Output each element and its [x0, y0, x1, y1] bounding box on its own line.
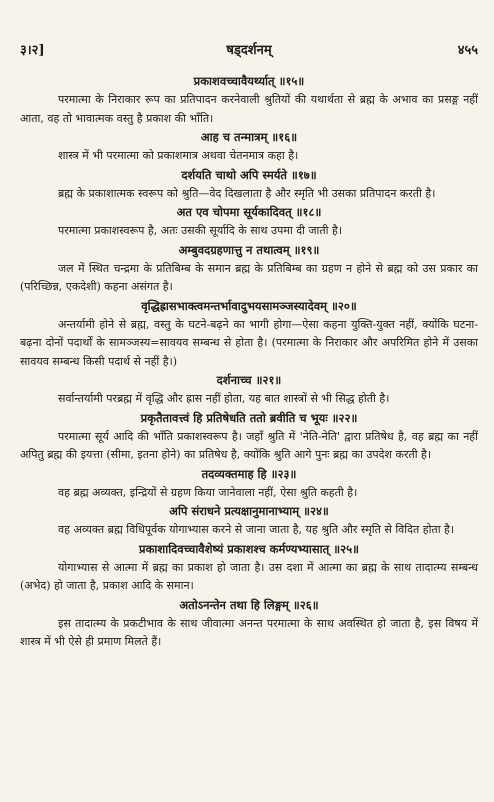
- sutra-21: दर्शनाच्च ॥२१॥: [216, 373, 282, 387]
- commentary-23: वह ब्रह्म अव्यक्त, इन्द्रियों से ग्रहण किया जानेवाला नहीं, ऐसा श्रुति कहती है।: [58, 485, 358, 499]
- commentary-26: इस तादात्म्य के प्रकटीभाव के साथ जीवात्मा अनन्त परमात्मा के साथ अवस्थित हो जाता है, इस विषय में शास्त्र में भी ऐसे ही प्रमाण मिलते हैं।: [20, 616, 478, 648]
- commentary-21: सर्वान्तर्यामी परब्रह्म में वृद्धि और ह्रास नहीं होता, यह बात शास्त्रों से भी सिद्ध होती है।: [58, 392, 390, 405]
- sutra-24: अपि संराधने प्रत्यक्षानुमानाभ्याम् ॥२४॥: [169, 504, 329, 518]
- sutra-23: तदव्यक्तमाह हि ॥२३॥: [201, 466, 297, 481]
- commentary-25: योगाभ्यास से आत्मा में ब्रह्म का प्रकाश हो जाता है। उस दशा में आत्मा का ब्रह्म के साथ तादात्म्य सम्बन्ध (अभेद) हो जाता है, प्रकाश आदि के समान।: [20, 560, 478, 592]
- sutra-20: वृद्धिह्रासभाक्त्वमन्तर्भावादुभयसामञ्जस्यादेवम् ॥२०॥: [141, 298, 357, 313]
- page-number: ४५५: [457, 43, 478, 58]
- sutra-22: प्रकृतैतावत्त्वं हि प्रतिषेधति ततो ब्रवीति च भूयः ॥२२॥: [140, 410, 358, 425]
- sutra-26: अतोऽनन्तेन तथा हि लिङ्गम् ॥२६॥: [179, 597, 319, 612]
- commentary-18: परमात्मा प्रकाशस्वरूप है, अतः उसकी सूर्यादि के साथ उपमा दी जाती है।: [58, 224, 343, 237]
- sutra-15: प्रकाशवच्चावैयर्थ्यात् ॥१५॥: [193, 74, 305, 88]
- commentary-24: वह अव्यक्त ब्रह्म विधिपूर्वक योगाभ्यास करने से जाना जाता है, यह श्रुति और स्मृति से विदित होता है।: [58, 523, 455, 536]
- sutra-17: दर्शयति चाथो अपि स्मर्यते ॥१७॥: [181, 167, 317, 182]
- sutra-19: अम्बुवदग्रहणात्तु न तथात्वम् ॥१९॥: [178, 242, 320, 257]
- page-body: [20, 72, 478, 652]
- commentary-19: जल में स्थित चन्द्रमा के प्रतिबिम्ब के समान ब्रह्म के प्रतिबिम्ब का ग्रहण न होने से ब्रह्म को उस प्रकार का (परिच्छिन्न, एकदेशी) कहना असंगत है।: [20, 261, 478, 293]
- running-header: [20, 40, 478, 60]
- sutra-25: प्रकाशादिवच्चावैशेष्यं प्रकाशश्च कर्मण्यभ्यासात् ॥२५॥: [139, 541, 359, 556]
- section-marker: ३।२]: [20, 43, 45, 58]
- commentary-17: ब्रह्म के प्रकाशात्मक स्वरूप को श्रुति—वेद दिखलाता है और स्मृति भी उसका प्रतिपादन करती है।: [58, 186, 436, 200]
- commentary-20: अन्तर्यामी होने से ब्रह्म, वस्तु के घटने-बढ़ने का भागी होगा—ऐसा कहना युक्ति-युक्त नहीं, क्योंकि घटना-बढ़ना दोनों पदार्थों के सामञ्जस्य=सावयव सम्बन्ध से होता है। (परमात्मा के निराकार और अपरिमित होने में उसका सावयव सम्बन्ध किसी पदार्थ से नहीं है।): [20, 317, 478, 368]
- commentary-16: शास्त्र में भी परमात्मा को प्रकाशमात्र अथवा चेतनमात्र कहा है।: [58, 149, 299, 162]
- sutra-18: अत एव चोपमा सूर्यकादिवत् ॥१८॥: [176, 205, 322, 219]
- sutra-16: आह च तन्मात्रम् ॥१६॥: [200, 130, 298, 144]
- book-title: षड्दर्शनम्: [226, 43, 272, 58]
- commentary-22: परमात्मा सूर्य आदि की भाँति प्रकाशस्वरूप है। जहाँ श्रुति में 'नेति-नेति' द्वारा प्रतिषेध है, वह ब्रह्म का नहीं अपितु ब्रह्म की इयत्ता (सीमा, इतना होने) का प्रतिषेध है, क्योंकि श्रुति आगे पुनः ब्रह्म का उपदेश करती है।: [20, 429, 478, 461]
- commentary-15: परमात्मा के निराकार रूप का प्रतिपादन करनेवाली श्रुतियों की यथार्थता से ब्रह्म के अभाव का प्रसङ्ग नहीं आता, वह तो भावात्मक वस्तु है प्रकाश की भाँति।: [20, 93, 478, 125]
